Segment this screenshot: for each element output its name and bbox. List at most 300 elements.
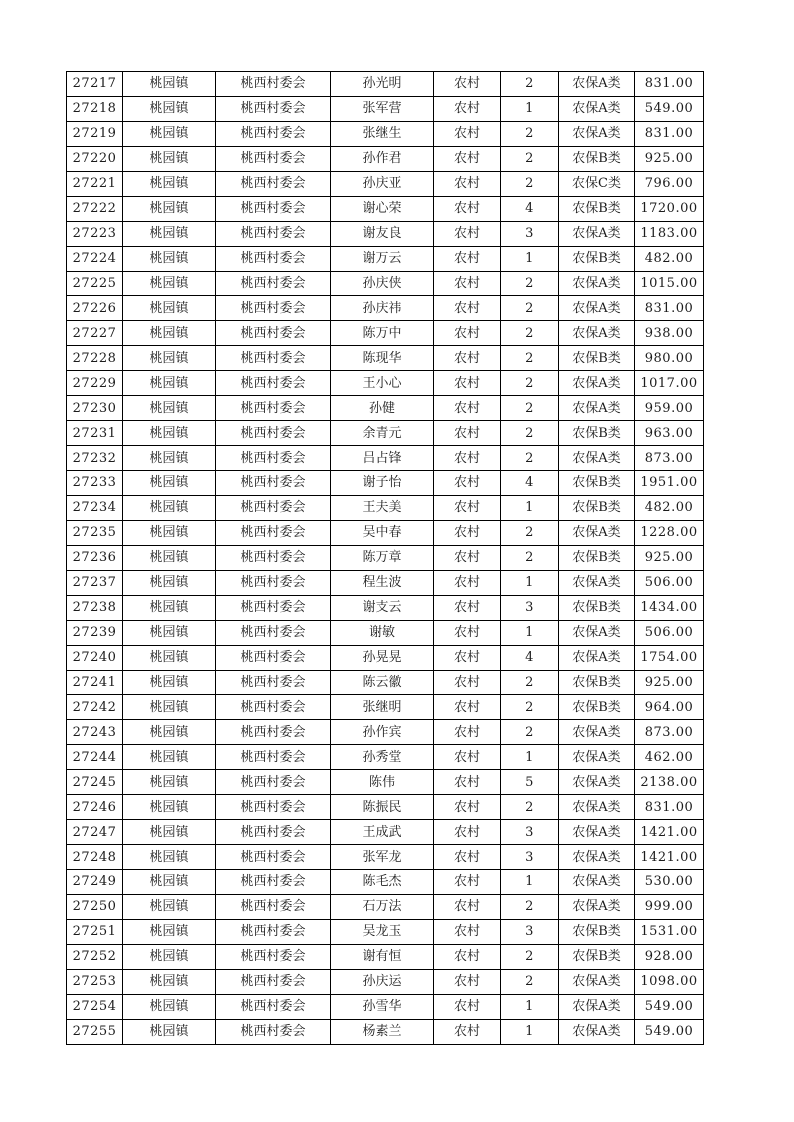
cell-insurance-category: 农保A类 <box>559 72 635 97</box>
cell-insurance-category: 农保B类 <box>559 595 635 620</box>
cell-person-count: 2 <box>501 969 559 994</box>
cell-village-committee: 桃西村委会 <box>216 795 331 820</box>
cell-amount: 831.00 <box>635 296 704 321</box>
table-row <box>67 795 704 820</box>
cell-village-committee: 桃西村委会 <box>216 620 331 645</box>
cell-record-id: 27222 <box>67 196 123 221</box>
cell-amount: 530.00 <box>635 870 704 895</box>
cell-amount: 506.00 <box>635 620 704 645</box>
cell-person-count: 2 <box>501 670 559 695</box>
cell-residence-type: 农村 <box>434 196 501 221</box>
cell-amount: 1951.00 <box>635 471 704 496</box>
cell-town: 桃园镇 <box>123 221 216 246</box>
cell-insurance-category: 农保A类 <box>559 820 635 845</box>
cell-amount: 549.00 <box>635 1019 704 1044</box>
cell-record-id: 27248 <box>67 845 123 870</box>
cell-insurance-category: 农保A类 <box>559 321 635 346</box>
table-row <box>67 645 704 670</box>
cell-person-count: 2 <box>501 446 559 471</box>
cell-person-name: 孙庆运 <box>331 969 434 994</box>
cell-insurance-category: 农保A类 <box>559 296 635 321</box>
cell-record-id: 27243 <box>67 720 123 745</box>
cell-record-id: 27231 <box>67 421 123 446</box>
cell-amount: 1754.00 <box>635 645 704 670</box>
cell-residence-type: 农村 <box>434 321 501 346</box>
cell-person-count: 3 <box>501 221 559 246</box>
cell-residence-type: 农村 <box>434 471 501 496</box>
cell-residence-type: 农村 <box>434 944 501 969</box>
cell-village-committee: 桃西村委会 <box>216 820 331 845</box>
cell-residence-type: 农村 <box>434 520 501 545</box>
cell-amount: 1421.00 <box>635 845 704 870</box>
cell-person-count: 3 <box>501 595 559 620</box>
cell-residence-type: 农村 <box>434 620 501 645</box>
cell-person-name: 吕占锋 <box>331 446 434 471</box>
cell-town: 桃园镇 <box>123 820 216 845</box>
cell-residence-type: 农村 <box>434 495 501 520</box>
cell-record-id: 27227 <box>67 321 123 346</box>
cell-person-count: 3 <box>501 919 559 944</box>
cell-village-committee: 桃西村委会 <box>216 1019 331 1044</box>
cell-residence-type: 农村 <box>434 645 501 670</box>
cell-person-name: 谢万云 <box>331 246 434 271</box>
cell-person-name: 孙光明 <box>331 72 434 97</box>
table-row <box>67 595 704 620</box>
cell-residence-type: 农村 <box>434 421 501 446</box>
cell-amount: 462.00 <box>635 745 704 770</box>
cell-village-committee: 桃西村委会 <box>216 595 331 620</box>
cell-village-committee: 桃西村委会 <box>216 969 331 994</box>
cell-record-id: 27255 <box>67 1019 123 1044</box>
cell-amount: 1228.00 <box>635 520 704 545</box>
cell-town: 桃园镇 <box>123 321 216 346</box>
cell-person-count: 2 <box>501 894 559 919</box>
cell-residence-type: 农村 <box>434 670 501 695</box>
cell-village-committee: 桃西村委会 <box>216 321 331 346</box>
cell-amount: 831.00 <box>635 121 704 146</box>
cell-person-name: 陈万章 <box>331 545 434 570</box>
cell-record-id: 27250 <box>67 894 123 919</box>
cell-residence-type: 农村 <box>434 770 501 795</box>
cell-person-count: 1 <box>501 96 559 121</box>
table-row <box>67 296 704 321</box>
table-row <box>67 72 704 97</box>
cell-person-name: 孙雪华 <box>331 994 434 1019</box>
cell-insurance-category: 农保A类 <box>559 96 635 121</box>
cell-record-id: 27244 <box>67 745 123 770</box>
cell-person-name: 孙健 <box>331 396 434 421</box>
cell-town: 桃园镇 <box>123 620 216 645</box>
cell-village-committee: 桃西村委会 <box>216 196 331 221</box>
cell-amount: 873.00 <box>635 446 704 471</box>
table-row <box>67 121 704 146</box>
cell-village-committee: 桃西村委会 <box>216 645 331 670</box>
cell-residence-type: 农村 <box>434 545 501 570</box>
cell-residence-type: 农村 <box>434 870 501 895</box>
cell-person-count: 2 <box>501 520 559 545</box>
cell-amount: 938.00 <box>635 321 704 346</box>
cell-insurance-category: 农保B类 <box>559 471 635 496</box>
cell-town: 桃园镇 <box>123 271 216 296</box>
cell-insurance-category: 农保A类 <box>559 620 635 645</box>
cell-amount: 925.00 <box>635 146 704 171</box>
cell-person-name: 张军龙 <box>331 845 434 870</box>
cell-town: 桃园镇 <box>123 396 216 421</box>
cell-insurance-category: 农保A类 <box>559 396 635 421</box>
cell-insurance-category: 农保B类 <box>559 146 635 171</box>
cell-insurance-category: 农保B类 <box>559 346 635 371</box>
table-row <box>67 720 704 745</box>
cell-insurance-category: 农保A类 <box>559 720 635 745</box>
table-row <box>67 969 704 994</box>
cell-insurance-category: 农保B类 <box>559 495 635 520</box>
cell-insurance-category: 农保A类 <box>559 795 635 820</box>
benefits-table <box>66 71 704 1045</box>
cell-person-count: 5 <box>501 770 559 795</box>
cell-person-name: 吴中春 <box>331 520 434 545</box>
cell-village-committee: 桃西村委会 <box>216 296 331 321</box>
cell-person-count: 1 <box>501 870 559 895</box>
cell-record-id: 27237 <box>67 570 123 595</box>
cell-insurance-category: 农保A类 <box>559 770 635 795</box>
cell-village-committee: 桃西村委会 <box>216 72 331 97</box>
cell-person-name: 孙作宾 <box>331 720 434 745</box>
table-row <box>67 545 704 570</box>
cell-town: 桃园镇 <box>123 919 216 944</box>
cell-town: 桃园镇 <box>123 446 216 471</box>
cell-amount: 963.00 <box>635 421 704 446</box>
cell-residence-type: 农村 <box>434 371 501 396</box>
cell-person-name: 陈云徽 <box>331 670 434 695</box>
cell-residence-type: 农村 <box>434 72 501 97</box>
cell-record-id: 27247 <box>67 820 123 845</box>
cell-residence-type: 农村 <box>434 795 501 820</box>
table-row <box>67 271 704 296</box>
cell-record-id: 27251 <box>67 919 123 944</box>
cell-village-committee: 桃西村委会 <box>216 994 331 1019</box>
cell-insurance-category: 农保A类 <box>559 845 635 870</box>
cell-amount: 1098.00 <box>635 969 704 994</box>
cell-town: 桃园镇 <box>123 570 216 595</box>
cell-person-count: 2 <box>501 321 559 346</box>
cell-person-count: 2 <box>501 944 559 969</box>
cell-amount: 959.00 <box>635 396 704 421</box>
cell-person-name: 谢有恒 <box>331 944 434 969</box>
cell-record-id: 27253 <box>67 969 123 994</box>
cell-village-committee: 桃西村委会 <box>216 246 331 271</box>
cell-residence-type: 农村 <box>434 96 501 121</box>
cell-person-name: 孙作君 <box>331 146 434 171</box>
cell-town: 桃园镇 <box>123 196 216 221</box>
cell-person-count: 2 <box>501 346 559 371</box>
cell-insurance-category: 农保B类 <box>559 421 635 446</box>
cell-residence-type: 农村 <box>434 246 501 271</box>
cell-record-id: 27233 <box>67 471 123 496</box>
cell-town: 桃园镇 <box>123 471 216 496</box>
table-row <box>67 570 704 595</box>
cell-village-committee: 桃西村委会 <box>216 146 331 171</box>
table-row <box>67 446 704 471</box>
cell-person-name: 余青元 <box>331 421 434 446</box>
cell-town: 桃园镇 <box>123 495 216 520</box>
cell-residence-type: 农村 <box>434 745 501 770</box>
table-row <box>67 620 704 645</box>
cell-town: 桃园镇 <box>123 695 216 720</box>
cell-person-count: 2 <box>501 371 559 396</box>
cell-town: 桃园镇 <box>123 845 216 870</box>
cell-person-count: 1 <box>501 246 559 271</box>
cell-town: 桃园镇 <box>123 994 216 1019</box>
cell-person-name: 谢心荣 <box>331 196 434 221</box>
cell-record-id: 27220 <box>67 146 123 171</box>
cell-residence-type: 农村 <box>434 595 501 620</box>
cell-record-id: 27241 <box>67 670 123 695</box>
cell-residence-type: 农村 <box>434 346 501 371</box>
cell-amount: 482.00 <box>635 246 704 271</box>
cell-insurance-category: 农保A类 <box>559 271 635 296</box>
cell-record-id: 27240 <box>67 645 123 670</box>
table-row <box>67 146 704 171</box>
cell-town: 桃园镇 <box>123 246 216 271</box>
cell-person-count: 2 <box>501 421 559 446</box>
cell-person-name: 杨素兰 <box>331 1019 434 1044</box>
cell-village-committee: 桃西村委会 <box>216 495 331 520</box>
cell-town: 桃园镇 <box>123 969 216 994</box>
cell-residence-type: 农村 <box>434 296 501 321</box>
cell-town: 桃园镇 <box>123 296 216 321</box>
cell-town: 桃园镇 <box>123 795 216 820</box>
cell-record-id: 27252 <box>67 944 123 969</box>
cell-village-committee: 桃西村委会 <box>216 745 331 770</box>
cell-person-name: 谢支云 <box>331 595 434 620</box>
cell-person-count: 1 <box>501 495 559 520</box>
cell-person-name: 谢子怡 <box>331 471 434 496</box>
cell-town: 桃园镇 <box>123 870 216 895</box>
table-row <box>67 495 704 520</box>
cell-person-name: 孙庆亚 <box>331 171 434 196</box>
cell-person-count: 1 <box>501 745 559 770</box>
cell-residence-type: 农村 <box>434 271 501 296</box>
cell-town: 桃园镇 <box>123 96 216 121</box>
cell-town: 桃园镇 <box>123 146 216 171</box>
table-row <box>67 371 704 396</box>
cell-person-name: 程生波 <box>331 570 434 595</box>
cell-insurance-category: 农保A类 <box>559 645 635 670</box>
cell-insurance-category: 农保B类 <box>559 545 635 570</box>
cell-person-name: 石万法 <box>331 894 434 919</box>
cell-amount: 1531.00 <box>635 919 704 944</box>
cell-record-id: 27242 <box>67 695 123 720</box>
cell-town: 桃园镇 <box>123 346 216 371</box>
cell-amount: 549.00 <box>635 96 704 121</box>
cell-residence-type: 农村 <box>434 221 501 246</box>
cell-village-committee: 桃西村委会 <box>216 346 331 371</box>
table-body <box>67 72 704 1045</box>
cell-record-id: 27235 <box>67 520 123 545</box>
cell-village-committee: 桃西村委会 <box>216 396 331 421</box>
cell-town: 桃园镇 <box>123 171 216 196</box>
cell-village-committee: 桃西村委会 <box>216 570 331 595</box>
cell-amount: 2138.00 <box>635 770 704 795</box>
cell-person-count: 2 <box>501 271 559 296</box>
cell-insurance-category: 农保A类 <box>559 894 635 919</box>
cell-village-committee: 桃西村委会 <box>216 944 331 969</box>
cell-village-committee: 桃西村委会 <box>216 545 331 570</box>
table-row <box>67 221 704 246</box>
cell-person-name: 陈现华 <box>331 346 434 371</box>
cell-record-id: 27221 <box>67 171 123 196</box>
table-row <box>67 1019 704 1044</box>
cell-record-id: 27239 <box>67 620 123 645</box>
cell-person-count: 3 <box>501 820 559 845</box>
table-row <box>67 471 704 496</box>
cell-town: 桃园镇 <box>123 520 216 545</box>
cell-village-committee: 桃西村委会 <box>216 96 331 121</box>
table-row <box>67 246 704 271</box>
cell-record-id: 27225 <box>67 271 123 296</box>
cell-amount: 999.00 <box>635 894 704 919</box>
cell-village-committee: 桃西村委会 <box>216 271 331 296</box>
table-row <box>67 96 704 121</box>
cell-village-committee: 桃西村委会 <box>216 720 331 745</box>
cell-town: 桃园镇 <box>123 645 216 670</box>
cell-record-id: 27245 <box>67 770 123 795</box>
cell-insurance-category: 农保A类 <box>559 1019 635 1044</box>
cell-town: 桃园镇 <box>123 595 216 620</box>
cell-person-name: 吴龙玉 <box>331 919 434 944</box>
cell-person-count: 1 <box>501 1019 559 1044</box>
cell-village-committee: 桃西村委会 <box>216 919 331 944</box>
cell-amount: 1720.00 <box>635 196 704 221</box>
cell-record-id: 27249 <box>67 870 123 895</box>
cell-amount: 1017.00 <box>635 371 704 396</box>
cell-town: 桃园镇 <box>123 121 216 146</box>
cell-residence-type: 农村 <box>434 1019 501 1044</box>
table-row <box>67 944 704 969</box>
cell-village-committee: 桃西村委会 <box>216 446 331 471</box>
cell-town: 桃园镇 <box>123 720 216 745</box>
table-row <box>67 196 704 221</box>
cell-village-committee: 桃西村委会 <box>216 221 331 246</box>
cell-insurance-category: 农保B类 <box>559 196 635 221</box>
cell-town: 桃园镇 <box>123 894 216 919</box>
cell-village-committee: 桃西村委会 <box>216 121 331 146</box>
cell-person-count: 4 <box>501 645 559 670</box>
cell-amount: 831.00 <box>635 72 704 97</box>
cell-person-count: 2 <box>501 146 559 171</box>
cell-insurance-category: 农保B类 <box>559 246 635 271</box>
table-row <box>67 396 704 421</box>
table-row <box>67 919 704 944</box>
cell-insurance-category: 农保A类 <box>559 221 635 246</box>
cell-record-id: 27226 <box>67 296 123 321</box>
table-row <box>67 894 704 919</box>
cell-person-count: 4 <box>501 196 559 221</box>
cell-person-name: 孙庆祎 <box>331 296 434 321</box>
table-row <box>67 421 704 446</box>
cell-insurance-category: 农保A类 <box>559 446 635 471</box>
cell-record-id: 27219 <box>67 121 123 146</box>
cell-residence-type: 农村 <box>434 121 501 146</box>
cell-amount: 831.00 <box>635 795 704 820</box>
cell-person-count: 1 <box>501 994 559 1019</box>
cell-record-id: 27229 <box>67 371 123 396</box>
cell-village-committee: 桃西村委会 <box>216 171 331 196</box>
cell-record-id: 27232 <box>67 446 123 471</box>
cell-person-count: 2 <box>501 396 559 421</box>
cell-town: 桃园镇 <box>123 421 216 446</box>
cell-insurance-category: 农保B类 <box>559 919 635 944</box>
table-row <box>67 321 704 346</box>
cell-person-count: 2 <box>501 720 559 745</box>
cell-insurance-category: 农保A类 <box>559 371 635 396</box>
cell-person-name: 孙晃晃 <box>331 645 434 670</box>
cell-amount: 873.00 <box>635 720 704 745</box>
cell-amount: 1434.00 <box>635 595 704 620</box>
cell-person-name: 陈振民 <box>331 795 434 820</box>
cell-record-id: 27236 <box>67 545 123 570</box>
cell-person-count: 2 <box>501 72 559 97</box>
cell-insurance-category: 农保A类 <box>559 745 635 770</box>
cell-record-id: 27217 <box>67 72 123 97</box>
cell-person-count: 1 <box>501 570 559 595</box>
cell-village-committee: 桃西村委会 <box>216 845 331 870</box>
cell-residence-type: 农村 <box>434 894 501 919</box>
table-row <box>67 520 704 545</box>
cell-town: 桃园镇 <box>123 1019 216 1044</box>
cell-person-count: 4 <box>501 471 559 496</box>
table-row <box>67 870 704 895</box>
cell-residence-type: 农村 <box>434 994 501 1019</box>
cell-insurance-category: 农保C类 <box>559 171 635 196</box>
cell-residence-type: 农村 <box>434 171 501 196</box>
cell-person-name: 张继生 <box>331 121 434 146</box>
cell-amount: 549.00 <box>635 994 704 1019</box>
cell-insurance-category: 农保A类 <box>559 969 635 994</box>
cell-amount: 796.00 <box>635 171 704 196</box>
table-row <box>67 820 704 845</box>
cell-record-id: 27218 <box>67 96 123 121</box>
cell-residence-type: 农村 <box>434 695 501 720</box>
cell-person-name: 谢友良 <box>331 221 434 246</box>
cell-village-committee: 桃西村委会 <box>216 670 331 695</box>
cell-person-name: 王小心 <box>331 371 434 396</box>
table-row <box>67 845 704 870</box>
cell-record-id: 27234 <box>67 495 123 520</box>
table-row <box>67 171 704 196</box>
cell-village-committee: 桃西村委会 <box>216 371 331 396</box>
cell-record-id: 27246 <box>67 795 123 820</box>
cell-amount: 925.00 <box>635 545 704 570</box>
cell-town: 桃园镇 <box>123 745 216 770</box>
cell-amount: 925.00 <box>635 670 704 695</box>
cell-amount: 980.00 <box>635 346 704 371</box>
cell-amount: 1015.00 <box>635 271 704 296</box>
cell-person-name: 陈毛杰 <box>331 870 434 895</box>
cell-insurance-category: 农保A类 <box>559 994 635 1019</box>
cell-town: 桃园镇 <box>123 770 216 795</box>
cell-person-name: 谢敏 <box>331 620 434 645</box>
cell-person-name: 王夫美 <box>331 495 434 520</box>
cell-residence-type: 农村 <box>434 919 501 944</box>
cell-town: 桃园镇 <box>123 72 216 97</box>
cell-amount: 482.00 <box>635 495 704 520</box>
cell-village-committee: 桃西村委会 <box>216 520 331 545</box>
table-row <box>67 745 704 770</box>
cell-record-id: 27223 <box>67 221 123 246</box>
cell-town: 桃园镇 <box>123 545 216 570</box>
table-row <box>67 695 704 720</box>
